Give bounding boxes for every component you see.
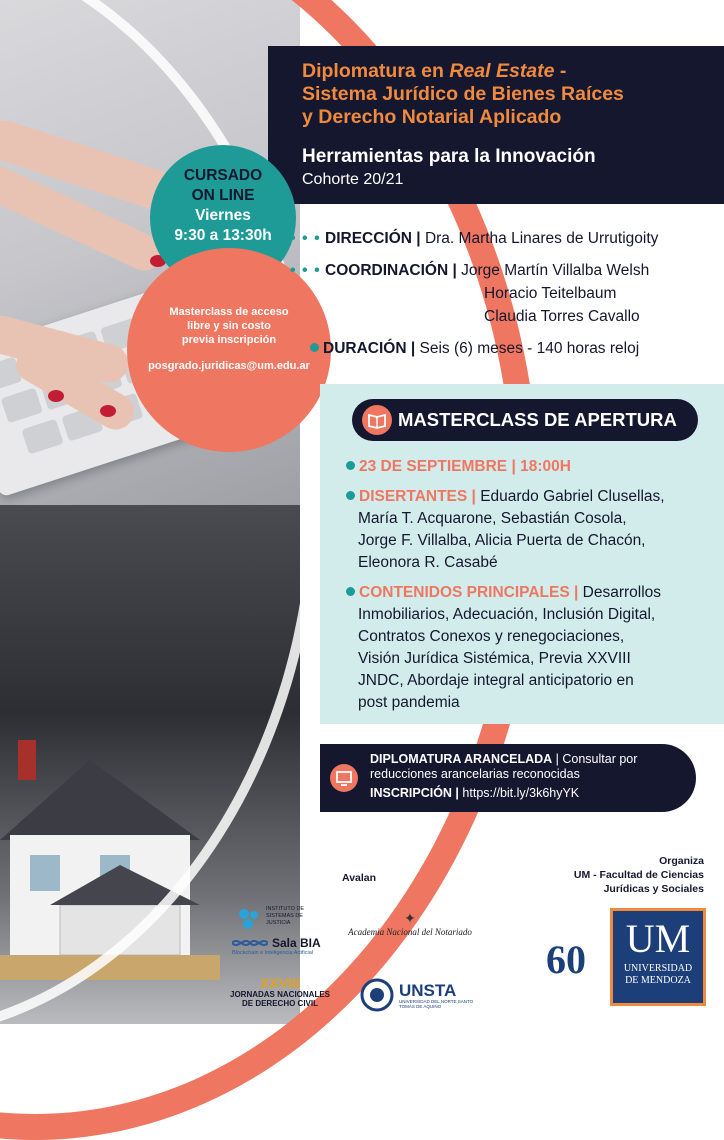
instituto-logo: INSTITUTO DE SISTEMAS DE JUSTICIA [236, 906, 322, 932]
jornadas-logo: XXVIII JORNADAS NACIONALES DE DERECHO CIVIL [230, 975, 331, 1008]
sala-bia-logo: Sala BIA Blockchain e Inteligencia Artificial [232, 936, 321, 956]
contenidos-block: CONTENIDOS PRINCIPALES | Desarrollos Inmobiliarios, Adecuación, Inclusión Digital, Contratos Conexos y renegociaciones, Visión Jurídica Sistémica, Previa XXVIII JNDC, Abordaje integral anticipatorio en post pandemia [346, 582, 706, 714]
cursado-text: CURSADO ON LINE Viernes 9:30 a 13:30h [174, 167, 272, 244]
organiza-label: Organiza UM - Facultad de Ciencias Jurídicas y Sociales [573, 855, 704, 895]
disertantes-block: DISERTANTES | Eduardo Gabriel Clusellas, María T. Acquarone, Sebastián Cosola, Jorge F. Villalba, Alicia Puerta de Chacón, Eleonora R. Casabé [346, 486, 706, 574]
program-subtitle: Herramientas para la Innovación [302, 146, 596, 167]
duracion-row: DURACIÓN | Seis (6) meses - 140 horas reloj [310, 340, 639, 358]
masterclass-date: 23 DE SEPTIEMBRE | 18:00H [346, 456, 706, 478]
masterclass-title: MASTERCLASS DE APERTURA [398, 409, 677, 430]
unsta-logo: UNSTA UNIVERSIDAD DEL NORTE SANTO TOMÁS DE AQUINO [360, 978, 480, 1012]
direccion-row: • • • DIRECCIÓN | Dra. Martha Linares de Urrutigoity [290, 230, 659, 247]
masterclass-free-text: Masterclass de acceso libre y sin costo previa inscripción [169, 306, 289, 346]
cohort-label: Cohorte 20/21 [302, 171, 404, 188]
um-logo: UM UNIVERSIDAD DE MENDOZA [610, 908, 706, 1006]
coordinacion-row: • • • COORDINACIÓN | Jorge Martín Villalba Welsh [290, 262, 650, 279]
coordinador-2: Horacio Teitelbaum [484, 285, 617, 302]
academia-logo: ✦ Academia Nacional del Notariado [340, 910, 480, 937]
coordinador-3: Claudia Torres Cavallo [484, 308, 640, 325]
avalan-label: Avalan [342, 872, 377, 884]
book-icon [362, 405, 392, 435]
inscripcion-link[interactable]: https://bit.ly/3k6hyYK [462, 786, 580, 800]
seal-icon: ✦ [404, 910, 416, 926]
monitor-icon [330, 764, 358, 792]
contact-email[interactable]: posgrado.juridicas@um.edu.ar [148, 360, 310, 372]
sixty-years-logo: 60 [546, 937, 586, 982]
arancelada-text: DIPLOMATURA ARANCELADA | Consultar por reducciones arancelarias reconocidas INSCRIPCIÓN | https://bit.ly/3k6hyYK [370, 752, 638, 800]
program-title: Diplomatura en Real Estate - Sistema Jurídico de Bienes Raíces y Derecho Notarial Aplicado [302, 60, 624, 128]
